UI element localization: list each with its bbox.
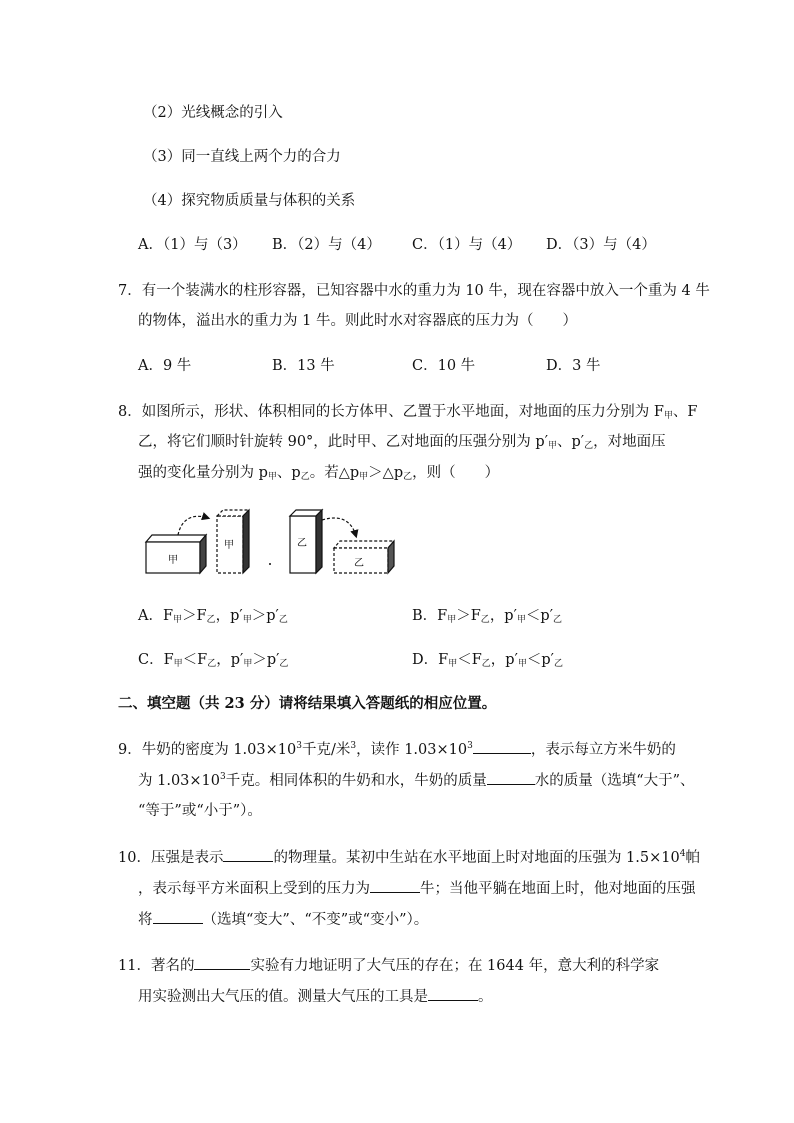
q9-line-2: 为 $1.03\times 10^3$千克。相同体积的牛奶和水，牛奶的质量 水的质量（选填“大于”、	[138, 770, 695, 791]
q10-blank-1[interactable]	[223, 847, 273, 862]
figure-separator-dot	[269, 563, 271, 565]
q8-option-d: D．$F_甲<F_乙$，$p'_甲<p'_乙$	[412, 652, 563, 669]
q7-line-1: 7．有一个装满水的柱形容器，已知容器中水的重力为 10 牛，现在容器中放入一个重为 4 牛	[118, 283, 710, 299]
fig-label-jia-1: 甲	[168, 555, 178, 566]
q6-option-b: B．（2）与（4）	[272, 237, 381, 253]
q10-line-2: ，表示每平方米面积上受到的压力为 牛；当他平躺在地面上时，他对地面的压强	[138, 878, 696, 899]
q7-option-d: D．3 牛	[546, 358, 601, 374]
q9-blank-2[interactable]	[487, 770, 535, 785]
q9-line-1: 9．牛奶的密度为 $1.03\times 10^3$千克/米$^3$，读作 $1.03\times 10^3$ ，表示每立方米牛奶的	[118, 739, 676, 760]
q11-blank-1[interactable]	[194, 955, 250, 970]
q6-option-a: A．（1）与（3）	[138, 237, 247, 253]
q7-line-2: 的物体，溢出水的重力为 1 牛。则此时水对容器底的压力为（ ）	[138, 313, 577, 329]
q10-line-1: 10．压强是表示 的物理量。某初中生站在水平地面上时对地面的压强为 $1.5\times 10^4$帕	[118, 847, 700, 868]
block-jia-standing	[217, 510, 249, 573]
section-2-header: 二、填空题（共 23 分）请将结果填入答题纸的相应位置。	[118, 695, 497, 712]
rotate-arrow-yi	[322, 518, 356, 536]
q7-option-b: B．13 牛	[272, 358, 335, 374]
fig-label-jia-2: 甲	[224, 540, 234, 551]
q10-blank-3[interactable]	[153, 909, 203, 924]
q9-blank-1[interactable]	[473, 739, 531, 754]
q8-option-c: C．$F_甲<F_乙$，$p'_甲>p'_乙$	[138, 652, 289, 669]
q10-line-3: 将 （选填“变大”、“不变”或“变小”）。	[138, 909, 428, 930]
block-jia-lying	[146, 535, 206, 573]
q8-line-2: 乙，将它们顺时针旋转 90°，此时甲、乙对地面的压强分别为 $p'_甲$、$p'_乙$，对地面压	[138, 434, 666, 451]
q8-line-1: 8．如图所示，形状、体积相同的长方体甲、乙置于水平地面，对地面的压力分别为 $F_甲$、F	[118, 404, 698, 421]
fig-label-yi-2: 乙	[354, 558, 364, 569]
q6-option-d: D．（3）与（4）	[546, 237, 656, 253]
q11-blank-2[interactable]	[428, 986, 478, 1001]
block-yi-lying	[334, 541, 394, 573]
q8-line-3: 强的变化量分别为 $p_甲$、$p_乙$。若$\triangle p_甲>\triangle p_乙$，则（ ）	[138, 465, 500, 482]
q10-blank-2[interactable]	[370, 878, 420, 893]
q9-line-3: “等于”或“小于”）。	[138, 803, 262, 819]
q7-option-c: C．10 牛	[412, 358, 476, 374]
block-yi-standing	[290, 510, 322, 573]
q11-line-1: 11．著名的 实验有力地证明了大气压的存在；在 1644 年，意大利的科学家	[118, 955, 659, 976]
rotate-arrow-jia	[178, 516, 208, 535]
q8-option-a: A．$F_甲>F_乙$，$p'_甲>p'_乙$	[138, 608, 288, 625]
q7-option-a: A．9 牛	[138, 358, 192, 374]
q6-option-c: C．（1）与（4）	[412, 237, 522, 253]
q6-item-3: （3）同一直线上两个力的合力	[143, 149, 341, 165]
q8-option-b: B．$F_甲>F_乙$，$p'_甲<p'_乙$	[412, 608, 562, 625]
q6-item-2: （2）光线概念的引入	[143, 105, 283, 121]
q11-line-2: 用实验测出大气压的值。测量大气压的工具是 。	[138, 986, 493, 1007]
q8-figure	[138, 508, 403, 580]
q6-item-4: （4）探究物质质量与体积的关系	[143, 193, 356, 209]
fig-label-yi-1: 乙	[297, 538, 307, 549]
